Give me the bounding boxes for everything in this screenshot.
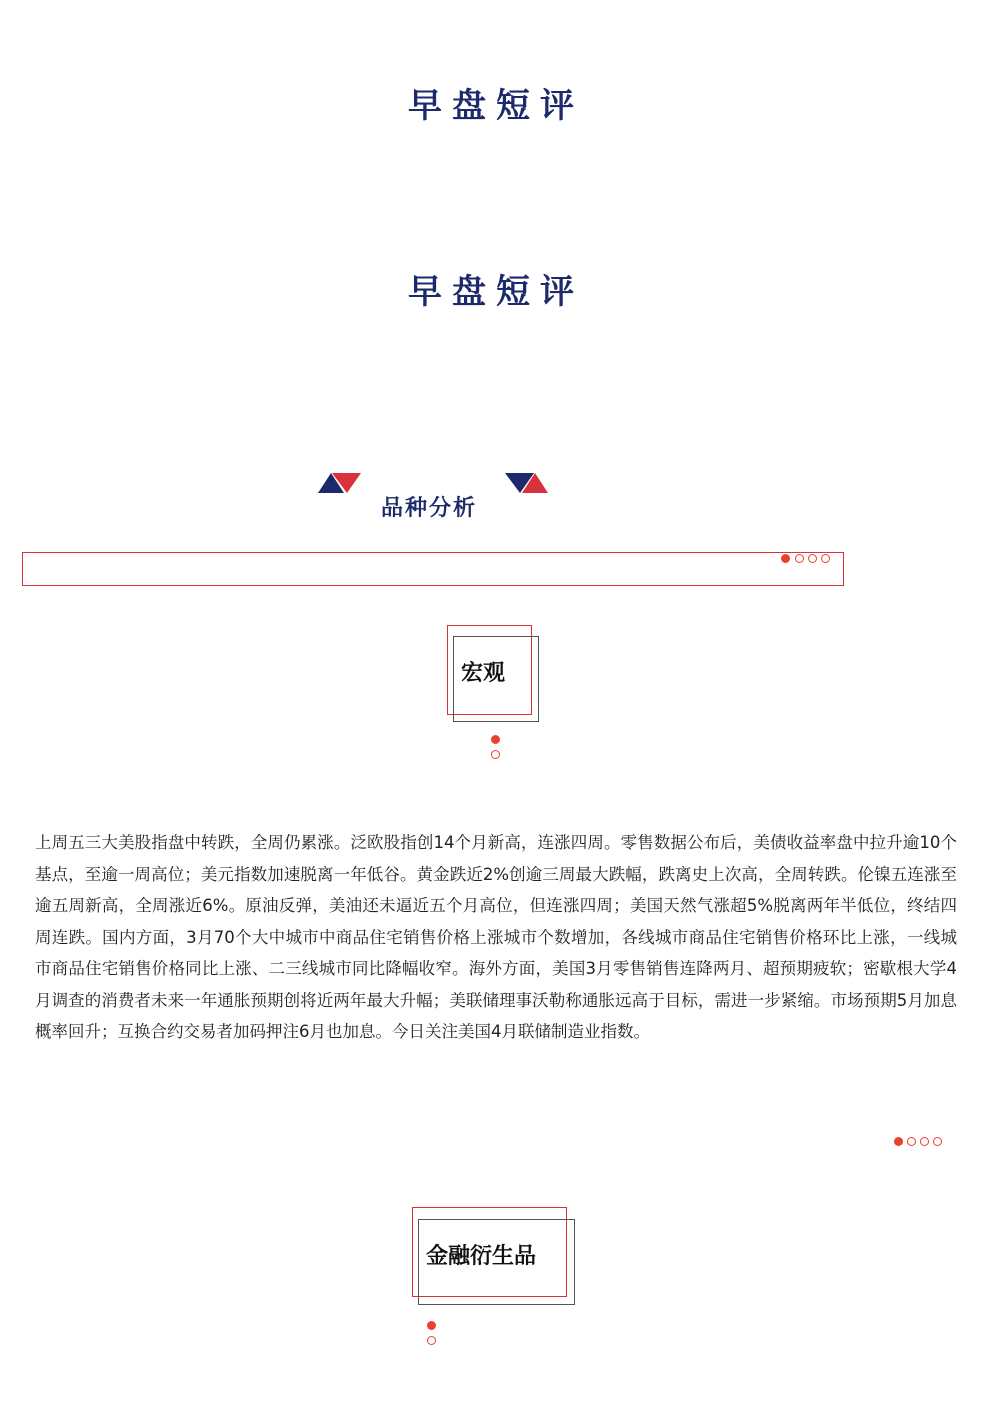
dots-indicator-2 — [894, 1136, 946, 1148]
dots-indicator — [781, 553, 833, 565]
section-banner — [22, 552, 844, 586]
derivatives-label: 金融衍生品 — [426, 1244, 537, 1269]
section-heading: 品种分析 — [381, 496, 478, 521]
vertical-dots — [491, 735, 503, 761]
triangle-decoration-left — [318, 472, 362, 494]
macro-label: 宏观 — [461, 661, 506, 686]
triangle-decoration-right — [505, 472, 549, 494]
page-title-top: 早盘短评 — [408, 86, 584, 126]
page-title-main: 早盘短评 — [408, 272, 584, 312]
macro-paragraph: 上周五三大美股指盘中转跌，全周仍累涨。泛欧股指创14个月新高，连涨四周。零售数据公布后，美债收益率盘中拉升逾10个基点，至逾一周高位；美元指数加速脱离一年低谷。黄金跌近2%创逾三周最大跌幅，跌离史上次高，全周转跌。伦镍五连涨至逾五周新高，全周涨近6%。原油反弹，美油还未逼近五个月高位，但连涨四周；美国天然气涨超5%脱离两年半低位，终结四周连跌。国内方面，3月70个大中城市中商品住宅销售价格上涨城市个数增加，各线城市商品住宅销售价格环比上涨，一线城市商品住宅销售价格同比上涨、二三线城市同比降幅收窄。海外方面，美国3月零售销售连降两月、超预期疲软；密歇根大学4月调查的消费者未来一年通胀预期创将近两年最大升幅；美联储理事沃勒称通胀远高于目标，需进一步紧缩。市场预期5月加息概率回升；互换合约交易者加码押注6月也加息。今日关注美国4月联储制造业指数。 — [35, 833, 957, 1041]
vertical-dots-2 — [427, 1321, 439, 1347]
